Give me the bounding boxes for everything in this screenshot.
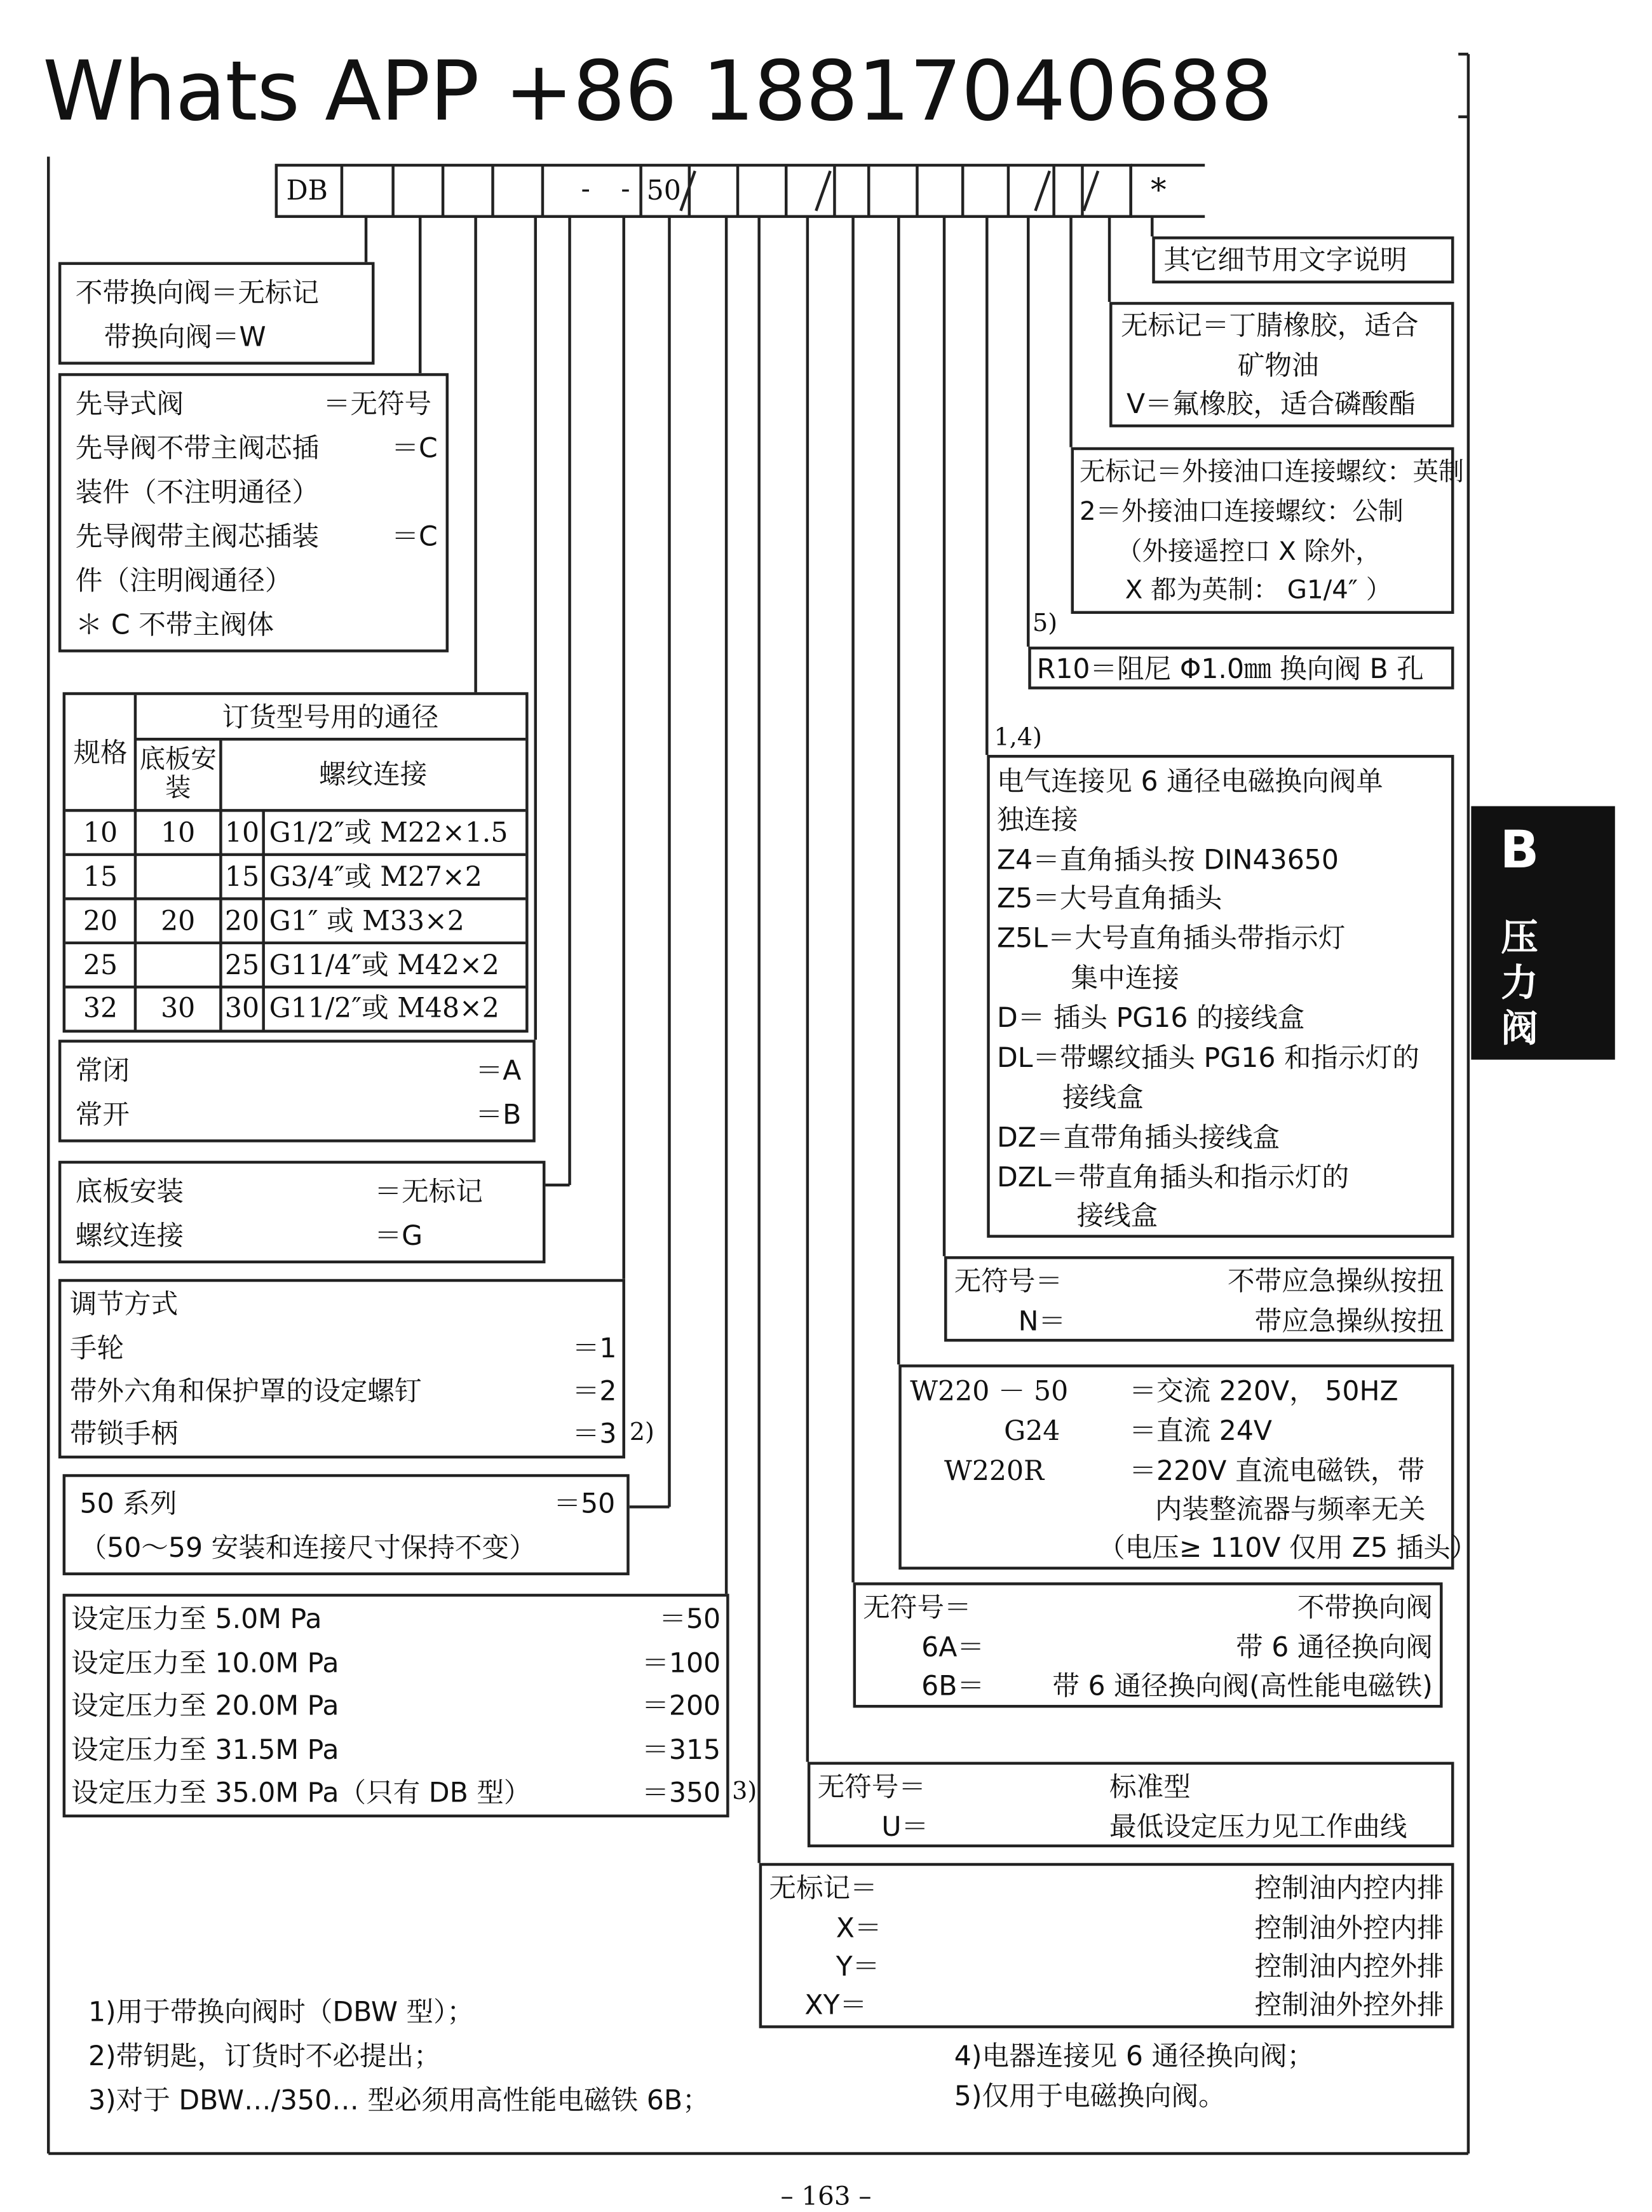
table-header: 订货型号用的通径 [222,701,439,733]
table-header: 螺纹连接 [319,759,428,790]
note-marker: 2) [629,1418,654,1448]
code-prefix: DB [286,175,328,207]
section-char: 力 [1501,963,1538,1006]
table-cell: 32 [83,993,118,1024]
section-letter: B [1500,822,1540,881]
footnote: 3)对于 DBW…/350… 型必须用高性能电磁铁 6B； [88,2085,710,2117]
table-cell: 30 [224,993,260,1024]
standard-type-box: 无符号＝ 标准型 U＝ 最低设定压力见工作曲线 [808,1762,1454,1847]
footnote: 4)电器连接见 6 通径换向阀； [954,2040,1315,2073]
adjustment-box: 调节方式 手轮 ＝1 带外六角和保护罩的设定螺钉 ＝2 带锁手柄 ＝3 [58,1279,625,1458]
table-cell: 20 [83,905,118,937]
normally-state-box: 常闭 ＝A 常开 ＝B [58,1040,536,1142]
note-marker: 5) [1032,609,1058,639]
table-cell: 15 [224,860,260,893]
table-cell [135,855,220,899]
section-tab [1471,806,1615,1060]
code-series: 50 [646,175,681,207]
mounting-box: 底板安装 ＝无标记 螺纹连接 ＝G [58,1161,546,1263]
electrical-connection-box: 电气连接见 6 通径电磁换向阀单 独连接 Z4＝直角插头按 DIN43650 Z5＝大号直角插头 Z5L＝大号直角插头带指示灯 集中连接 D＝ 插头 PG16 的接线盒 DL＝带螺纹插头 PG16 和指示灯的 接线盒 DZ＝直带角插头接线盒 DZL＝带直角插头和指示灯的 接线盒 [987,755,1454,1238]
table-cell: 25 [83,949,118,981]
watermark: Whats APP +86 18817040688 [43,43,1273,140]
code-dash: - [621,173,630,205]
table-cell: 25 [224,949,260,981]
series-box: 50 系列 ＝50 （50～59 安装和连接尺寸保持不变） [63,1474,630,1575]
footnote: 1)用于带换向阀时（DBW 型）； [88,1997,475,2028]
pilot-valve-box: 先导式阀 ＝无符号 先导阀不带主阀芯插 ＝C 装件（不注明通径） 先导阀带主阀芯插装 ＝C 件（注明阀通径） ＊ C 不带主阀体 [58,373,449,652]
table-cell: G11/2″或 M48×2 [269,993,499,1024]
table-cell: 10 [161,817,196,848]
table-header: 底板安装 [139,745,217,804]
other-details-box: 其它细节用文字说明 [1152,236,1454,283]
table-cell: 20 [224,905,260,937]
table-cell: 10 [224,817,260,848]
note-marker: 1,4) [994,723,1042,752]
code-star: * [1151,173,1167,210]
table-cell: G1/2″或 M22×1.5 [269,817,508,848]
voltage-box: W220 － 50 ＝交流 220V， 50HZ G24 ＝直流 24V W220R ＝220V 直流电磁铁，带 内装整流器与频率无关 （电压≥ 110V 仅用 Z5 插头） [898,1364,1454,1570]
table-cell: 15 [83,860,118,893]
page-number: – 163 – [780,2181,872,2212]
table-cell: 20 [161,905,196,937]
table-cell: 30 [161,993,196,1024]
orifice-box: R10＝阻尼 Φ1.0㎜ 换向阀 B 孔 [1028,647,1454,689]
emergency-button-box: 无符号＝ 不带应急操纵按扭 N＝ 带应急操纵按扭 [944,1256,1454,1341]
control-oil-box: 无标记＝ 控制油内控内排 X＝ 控制油外控内排 Y＝ 控制油内控外排 XY＝ 控制油外控外排 [759,1863,1454,2028]
table-cell: G3/4″或 M27×2 [269,860,482,893]
section-char: 阀 [1501,1008,1538,1052]
table-header: 规格 [73,736,128,769]
table-cell: 10 [83,817,118,848]
with-valve-box: 不带换向阀＝无标记 带换向阀＝W [58,262,375,364]
port-thread-box: 无标记＝外接油口连接螺纹：英制 2＝外接油口连接螺纹：公制 （外接遥控口 X 除外， X 都为英制： G1/4″ ） [1071,447,1454,614]
table-cell [135,943,220,987]
seal-material-box: 无标记＝丁腈橡胶，适合 矿物油 V＝氟橡胶，适合磷酸酯 [1109,302,1454,427]
table-cell: G11/4″或 M42×2 [269,949,499,981]
pressure-setting-box: 设定压力至 5.0M Pa ＝50 设定压力至 10.0M Pa ＝100 设定压力至 20.0M Pa ＝200 设定压力至 31.5M Pa ＝315 设定压力至 35.0M Pa（只有 DB 型） ＝350 [63,1594,729,1817]
directional-valve-box: 无符号＝ 不带换向阀 6A＝ 带 6 通径换向阀 6B＝ 带 6 通径换向阀(高性能电磁铁) [853,1582,1443,1707]
code-dash: - [581,173,590,205]
section-char: 压 [1501,917,1538,960]
footnote: 2)带钥匙，订货时不必提出； [88,2040,441,2073]
table-cell: G1″ 或 M33×2 [269,905,464,937]
footnote: 5)仅用于电磁换向阀。 [954,2080,1226,2112]
note-marker: 3) [732,1777,757,1807]
